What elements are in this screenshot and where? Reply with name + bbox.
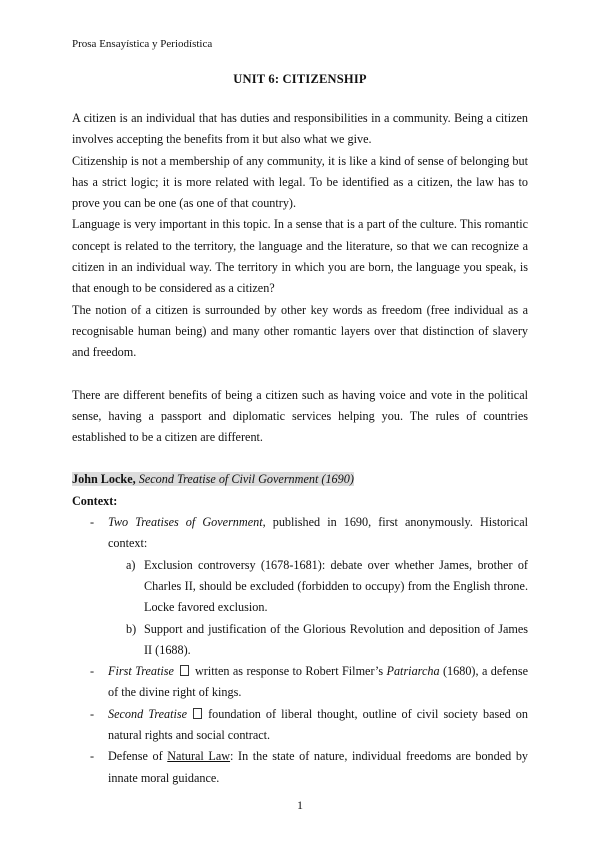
missing-glyph-icon: [180, 665, 189, 676]
sub-marker: b): [126, 621, 137, 636]
list-item: [72, 746, 528, 789]
paragraph: Citizenship is not a membership of any community, it is like a kind of sense of belonging but has a strict logic; it is more related with legal. To be identified as a citizen, the law has to prove you can be one (as one of that country).: [72, 153, 528, 211]
sub-item-text: Support and justification of the Glorious Revolution and deposition of James II (1688).: [144, 621, 528, 657]
item-text: (1680), a defense of the divine right of kings.: [108, 664, 528, 700]
item-text: written as response to Robert Filmer’s: [194, 664, 387, 679]
italic-title: First Treatise: [108, 664, 174, 679]
sub-list-item: [108, 555, 528, 619]
sub-item-text: Exclusion controversy (1678-1681): debate over whether James, brother of Charles II, should be excluded (forbidden to occupy) from the English throne. Locke favored exclusion.: [144, 557, 528, 615]
sub-list: [108, 555, 528, 661]
work-title: Second Treatise of Civil Government (1690): [138, 472, 354, 487]
page-title: UNIT 6: CITIZENSHIP: [233, 72, 367, 86]
running-header: Prosa Ensayística y Periodística: [72, 38, 213, 50]
context-label: Context:: [72, 493, 118, 508]
missing-glyph-icon: [193, 708, 202, 719]
list-item: [72, 704, 528, 747]
list-item: [72, 512, 528, 661]
paragraph: Language is very important in this topic. In a sense that is a part of the culture. This romantic concept is related to the territory, the language and the literature, so that we can recognize a citizen in an individual way. The territory in which you are born, the language you speak, is that enough to be considered as a citizen?: [72, 217, 528, 296]
author-name: John Locke,: [72, 472, 136, 487]
underlined-term: Natural Law: [167, 749, 231, 764]
paragraph: There are different benefits of being a citizen such as having voice and vote in the political sense, having a passport and diplomatic services helping you. The rules of countries established to be a citizen are different.: [72, 387, 528, 445]
document-body: [72, 108, 528, 789]
dash-bullet: -: [90, 664, 95, 679]
item-text: , published in 1690, first anonymously. Historical context:: [108, 515, 528, 551]
item-text: : In the state of nature, individual freedoms are bonded by innate moral guidance.: [108, 749, 529, 785]
paragraph: The notion of a citizen is surrounded by other key words as freedom (free individual as a recognisable human being) and many other romantic layers over that distinction of slavery and freedom.: [72, 302, 528, 360]
italic-title: Two Treatises of Government: [108, 515, 263, 530]
item-text: foundation of liberal thought, outline of civil society based on natural rights and social contract.: [108, 706, 528, 743]
sub-list-item: [108, 619, 528, 662]
italic-title: Second Treatise: [108, 706, 188, 721]
dash-bullet: -: [90, 706, 95, 721]
sub-marker: a): [126, 557, 136, 572]
dash-bullet: -: [90, 749, 95, 764]
dash-bullet: -: [90, 515, 95, 530]
item-text: Defense of: [108, 749, 168, 764]
italic-title: Patriarcha: [386, 664, 440, 679]
list-item: [72, 661, 528, 704]
context-list: [72, 512, 528, 789]
section-heading: [72, 469, 528, 490]
page-number: 1: [297, 798, 303, 812]
paragraph: A citizen is an individual that has duties and responsibilities in a community. Being a citizen involves accepting the benefits from it but also what we give.: [72, 111, 528, 147]
